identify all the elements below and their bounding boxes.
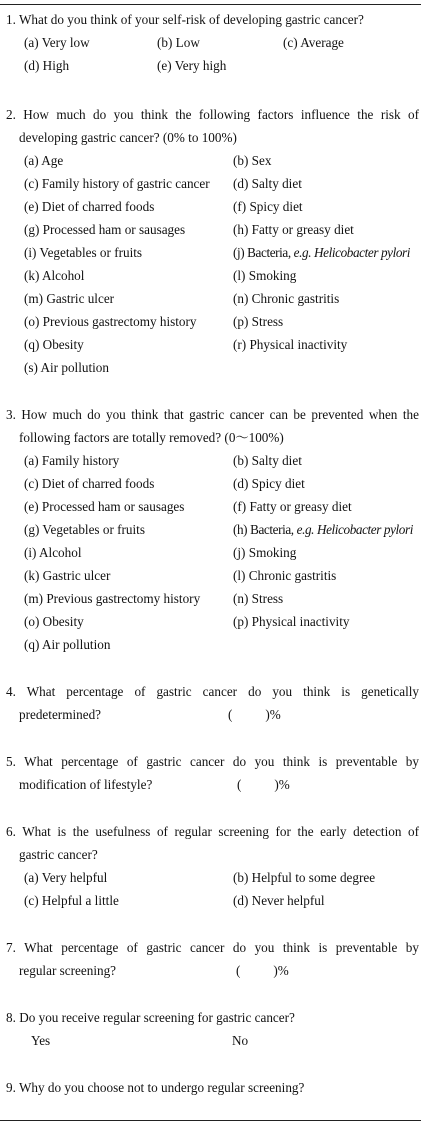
q3-option-b[interactable]: (b) Salty diet xyxy=(233,453,302,468)
question-5-text-line-1: 5. What percentage of gastric cancer do you think is preventable by xyxy=(6,754,419,769)
question-1 xyxy=(6,8,420,77)
question-1-options-row-1 xyxy=(6,31,420,54)
q2-option-r[interactable]: (r) Physical inactivity xyxy=(233,337,348,352)
q2-option-g[interactable]: (g) Processed ham or sausages xyxy=(24,222,186,237)
q8-option-yes[interactable]: Yes xyxy=(31,1033,51,1048)
q3-option-h-example: e.g. Helicobacter pylori xyxy=(296,522,413,537)
q6-option-c[interactable]: (c) Helpful a little xyxy=(24,893,119,908)
question-9 xyxy=(6,1076,420,1099)
q5-percentage-blank[interactable]: ( )% xyxy=(237,777,290,792)
q3-option-q[interactable]: (q) Air pollution xyxy=(24,637,111,652)
q2-option-o[interactable]: (o) Previous gastrectomy history xyxy=(24,314,197,329)
q6-option-b[interactable]: (b) Helpful to some degree xyxy=(233,870,376,885)
question-1-text: 1. What do you think of your self-risk of developing gastric cancer? xyxy=(6,12,364,27)
q3-option-c[interactable]: (c) Diet of charred foods xyxy=(24,476,155,491)
question-4-text-line-1: 4. What percentage of gastric cancer do you think is genetically xyxy=(6,684,419,699)
q2-option-q[interactable]: (q) Obesity xyxy=(24,337,84,352)
question-5-text-line-2: modification of lifestyle? xyxy=(19,777,153,792)
q6-option-a[interactable]: (a) Very helpful xyxy=(24,870,108,885)
question-3-options xyxy=(6,449,420,656)
question-2 xyxy=(6,103,420,379)
q2-option-d[interactable]: (d) Salty diet xyxy=(233,176,302,191)
q2-option-c[interactable]: (c) Family history of gastric cancer xyxy=(24,176,210,191)
q2-option-s[interactable]: (s) Air pollution xyxy=(24,360,109,375)
q1-option-d[interactable]: (d) High xyxy=(24,58,70,73)
q3-option-n[interactable]: (n) Stress xyxy=(233,591,284,606)
q3-option-m[interactable]: (m) Previous gastrectomy history xyxy=(24,591,201,606)
q2-option-k[interactable]: (k) Alcohol xyxy=(24,268,85,283)
q2-option-l[interactable]: (l) Smoking xyxy=(233,268,297,283)
q3-option-o[interactable]: (o) Obesity xyxy=(24,614,84,629)
question-4-text-line-2: predetermined? xyxy=(19,707,102,722)
q3-option-l[interactable]: (l) Chronic gastritis xyxy=(233,568,337,583)
q2-option-j-example: e.g. Helicobacter pylori xyxy=(293,245,411,260)
q1-option-c[interactable]: (c) Average xyxy=(283,35,344,50)
q3-option-h[interactable] xyxy=(233,518,413,541)
question-7 xyxy=(6,936,420,982)
q3-option-k[interactable]: (k) Gastric ulcer xyxy=(24,568,111,583)
question-3-text-line-1: 3. How much do you think that gastric cancer can be prevented when the xyxy=(6,407,419,422)
question-9-text: 9. Why do you choose not to undergo regular screening? xyxy=(6,1080,305,1095)
q2-option-i[interactable]: (i) Vegetables or fruits xyxy=(24,245,143,260)
q1-option-e[interactable]: (e) Very high xyxy=(157,58,227,73)
question-6-text-line-1: 6. What is the usefulness of regular screening for the early detection of xyxy=(6,824,419,839)
question-1-options-row-2 xyxy=(6,54,420,77)
top-rule xyxy=(0,4,421,5)
question-6-text-line-2: gastric cancer? xyxy=(19,847,98,862)
question-2-text-line-2: developing gastric cancer? (0% to 100%) xyxy=(19,130,237,145)
question-5 xyxy=(6,750,420,796)
q2-option-m[interactable]: (m) Gastric ulcer xyxy=(24,291,115,306)
q3-option-a[interactable]: (a) Family history xyxy=(24,453,120,468)
q2-option-n[interactable]: (n) Chronic gastritis xyxy=(233,291,340,306)
question-4 xyxy=(6,680,420,726)
q2-option-a[interactable]: (a) Age xyxy=(24,153,64,168)
q3-option-d[interactable]: (d) Spicy diet xyxy=(233,476,305,491)
q7-percentage-blank[interactable]: ( )% xyxy=(236,963,289,978)
question-6 xyxy=(6,820,420,912)
q1-option-b[interactable]: (b) Low xyxy=(157,35,200,50)
q3-option-j[interactable]: (j) Smoking xyxy=(233,545,297,560)
q6-option-d[interactable]: (d) Never helpful xyxy=(233,893,325,908)
q3-option-p[interactable]: (p) Physical inactivity xyxy=(233,614,350,629)
question-7-text-line-1: 7. What percentage of gastric cancer do you think is preventable by xyxy=(6,940,419,955)
q1-option-a[interactable]: (a) Very low xyxy=(24,35,90,50)
q2-option-e[interactable]: (e) Diet of charred foods xyxy=(24,199,155,214)
question-3-text-line-2: following factors are totally removed? (0～100%) xyxy=(19,430,284,445)
q2-option-j[interactable] xyxy=(233,241,410,264)
question-8 xyxy=(6,1006,420,1052)
q3-option-e[interactable]: (e) Processed ham or sausages xyxy=(24,499,185,514)
question-2-options xyxy=(6,149,420,379)
q4-percentage-blank[interactable]: ( )% xyxy=(228,707,281,722)
q3-option-i[interactable]: (i) Alcohol xyxy=(24,545,82,560)
q2-option-j-label: (j) Bacteria, xyxy=(233,245,294,260)
q2-option-h[interactable]: (h) Fatty or greasy diet xyxy=(233,222,354,237)
q2-option-p[interactable]: (p) Stress xyxy=(233,314,284,329)
question-2-text-line-1: 2. How much do you think the following factors influence the risk of xyxy=(6,107,419,122)
q3-option-h-label: (h) Bacteria, xyxy=(233,522,297,537)
q2-option-b[interactable]: (b) Sex xyxy=(233,153,272,168)
bottom-rule xyxy=(0,1120,421,1121)
q2-option-f[interactable]: (f) Spicy diet xyxy=(233,199,303,214)
q8-option-no[interactable]: No xyxy=(232,1033,249,1048)
q3-option-f[interactable]: (f) Fatty or greasy diet xyxy=(233,499,352,514)
question-8-text: 8. Do you receive regular screening for gastric cancer? xyxy=(6,1010,295,1025)
question-3 xyxy=(6,403,420,656)
question-7-text-line-2: regular screening? xyxy=(19,963,117,978)
q3-option-g[interactable]: (g) Vegetables or fruits xyxy=(24,522,145,537)
